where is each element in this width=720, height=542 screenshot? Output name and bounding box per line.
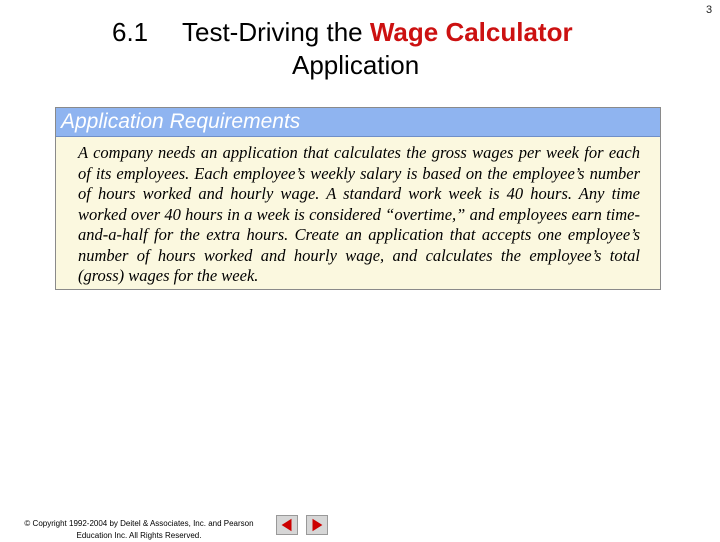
page-number: 3 bbox=[706, 4, 713, 16]
previous-slide-button[interactable] bbox=[276, 515, 298, 535]
copyright-notice bbox=[8, 518, 270, 542]
title-highlight: Wage Calculator bbox=[369, 17, 573, 47]
requirements-header: Application Requirements bbox=[56, 108, 660, 137]
previous-slide-icon bbox=[277, 516, 297, 534]
copyright-line-2: Education Inc. All Rights Reserved. bbox=[76, 531, 202, 540]
title-line-2: Application bbox=[292, 50, 420, 80]
copyright-line-1: © Copyright 1992-2004 by Deitel & Associates, Inc. and Pearson bbox=[24, 519, 254, 528]
section-number: 6.1 bbox=[112, 17, 149, 47]
requirements-text: A company needs an application that calculates the gross wages per week for each of its employees. Each employee’s weekly salary is based on the employee’s number of hours worked and hourly wage. A standard work week is 40 hours. Any time worked over 40 hours in a week is considered “overtime,” and employees earn time-and-a-half for the extra hours. Create an application that accepts one employee’s number of hours worked and hourly wage, and calculates the employee’s total (gross) wages for the week. bbox=[78, 143, 640, 285]
requirements-box bbox=[55, 107, 661, 290]
title-prefix: Test-Driving the bbox=[182, 17, 370, 47]
next-slide-icon bbox=[307, 516, 327, 534]
next-slide-button[interactable] bbox=[306, 515, 328, 535]
title-line-1 bbox=[112, 16, 573, 49]
